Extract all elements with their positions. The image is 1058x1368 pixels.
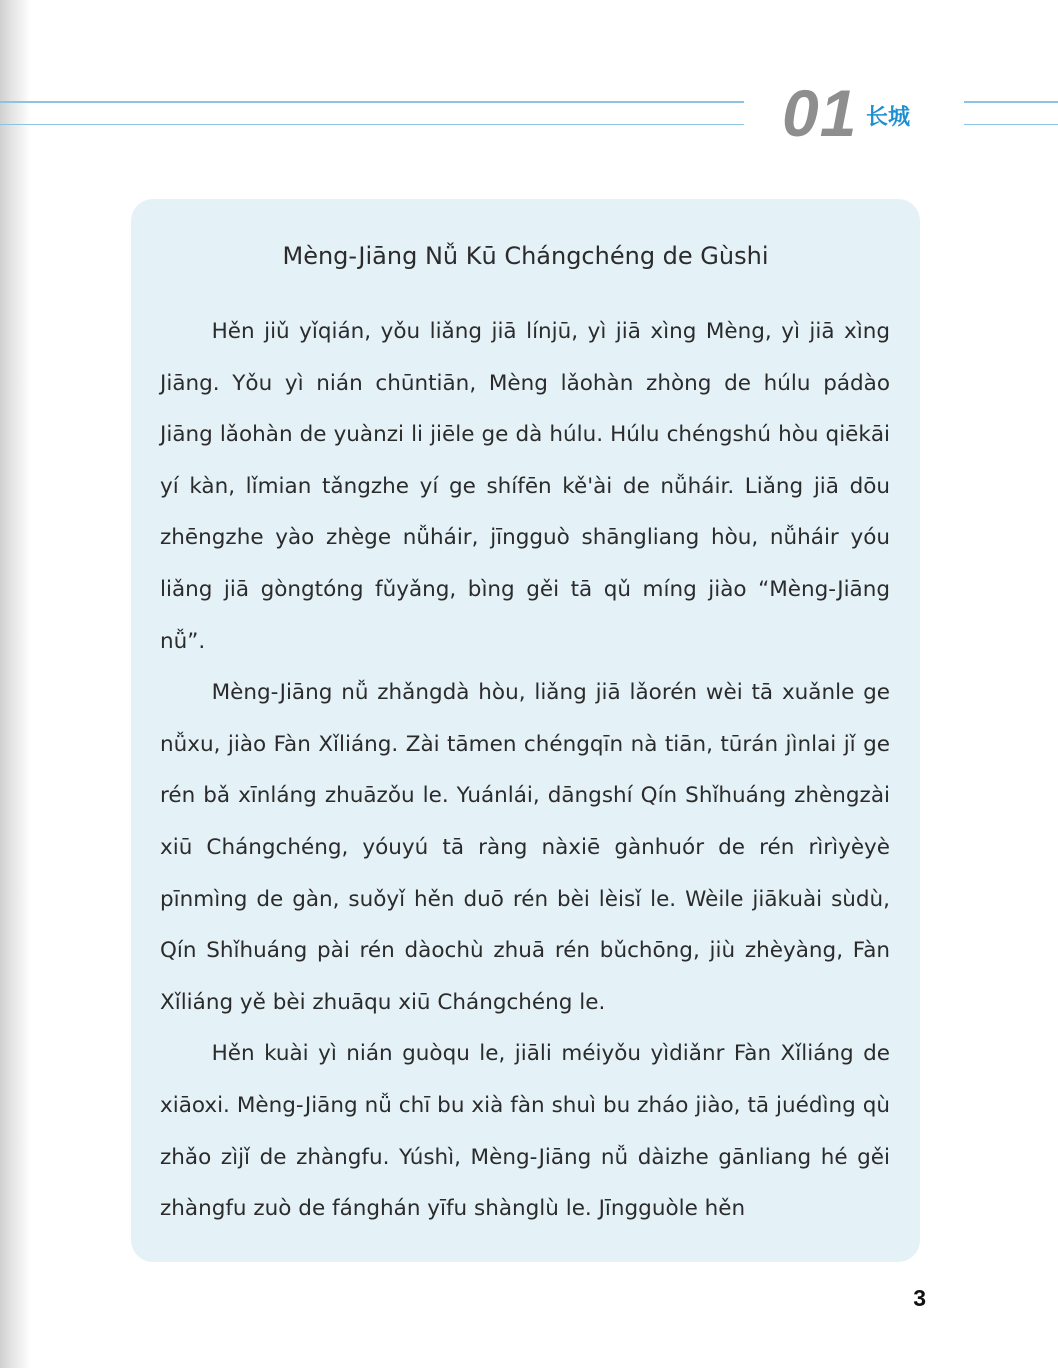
chapter-title: 长城	[866, 105, 911, 130]
story-paragraph-1: Hěn jiǔ yǐqián, yǒu liǎng jiā línjū, yì jiā xìng Mèng, yì jiā xìng Jiāng. Yǒu yì nián chūntiān, Mèng lǎohàn zhòng de húlu pádào Jiāng lǎohàn de yuànzi li jiēle ge dà húlu. Húlu chéngshú hòu qiēkāi yí kàn, lǐmian tǎngzhe yí ge shífēn kě'ài de nǚháir. Liǎng jiā dōu zhēngzhe yào zhège nǚháir, jīngguò shāngliang hòu, nǚháir yóu liǎng jiā gòngtóng fǔyǎng, bìng gěi tā qǔ míng jiào “Mèng-Jiāng nǚ”.	[160, 319, 890, 654]
chapter-number: 01	[782, 76, 858, 150]
story-paragraph-2: Mèng-Jiāng nǚ zhǎngdà hòu, liǎng jiā lǎorén wèi tā xuǎnle ge nǚxu, jiào Fàn Xǐliáng. Zài tāmen chéngqīn nà tiān, tūrán jìnlai jǐ ge rén bǎ xīnláng zhuāzǒu le. Yuánlái, dāngshí Qín Shǐhuáng zhèngzài xiū Chángchéng, yóuyú tā ràng nàxiē gànhuór de rén rìrìyèyè pīnmìng de gàn, suǒyǐ hěn duō rén bèi lèisǐ le. Wèile jiākuài sùdù, Qín Shǐhuáng pài rén dàochù zhuā rén bǔchōng, jiù zhèyàng, Fàn Xǐliáng yě bèi zhuāqu xiū Chángchéng le.	[160, 680, 890, 1015]
header-rule-left-top	[0, 101, 744, 103]
story-body	[160, 306, 890, 1235]
book-spine-shadow	[0, 0, 30, 1368]
story-title: Mèng-Jiāng Nǚ Kū Chángchéng de Gùshi	[282, 242, 769, 270]
story-paragraph-3: Hěn kuài yì nián guòqu le, jiāli méiyǒu yìdiǎnr Fàn Xǐliáng de xiāoxi. Mèng-Jiāng nǚ chī bu xià fàn shuì bu zháo jiào, tā juédìng qù zhǎo zìjǐ de zhàngfu. Yúshì, Mèng-Jiāng nǚ dàizhe gānliang hé gěi zhàngfu zuò de fánghán yīfu shànglù le. Jīngguòle hěn	[160, 1041, 890, 1222]
header-rule-right-bottom	[964, 124, 1058, 125]
header-rule-right-top	[964, 101, 1058, 103]
page-number: 3	[913, 1285, 926, 1311]
header-rule-left-bottom	[0, 124, 744, 125]
